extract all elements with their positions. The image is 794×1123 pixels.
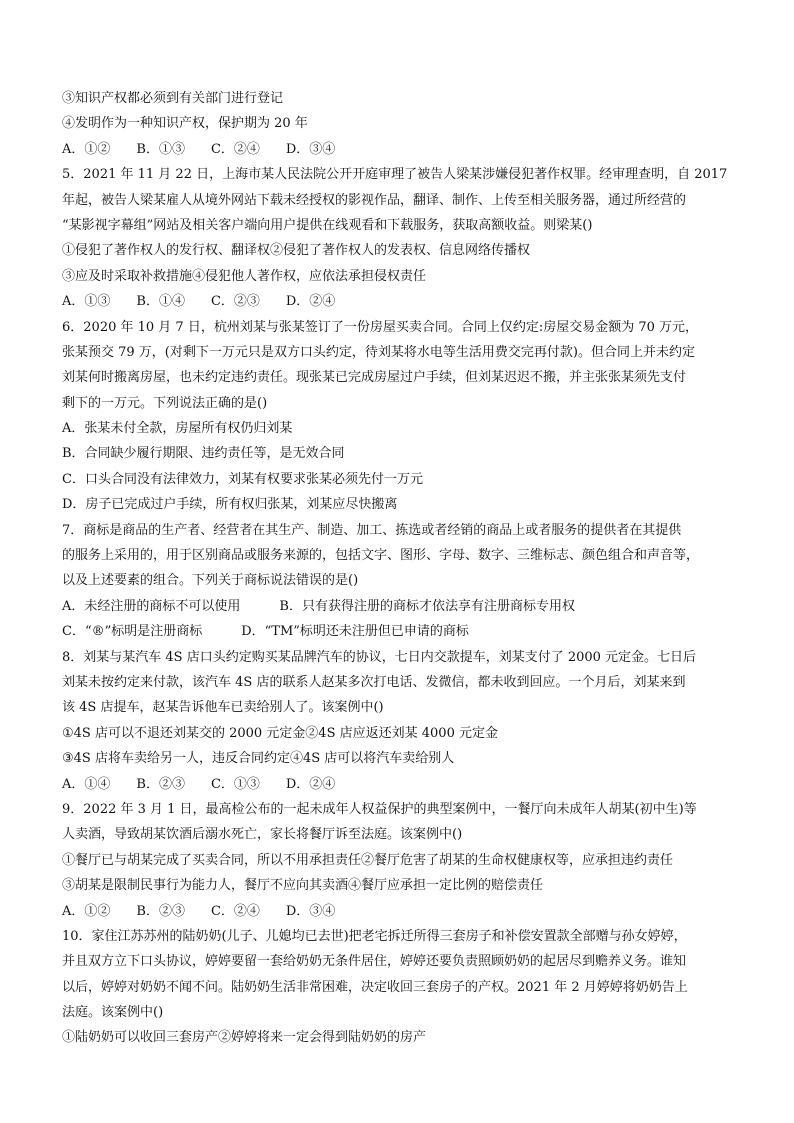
text-line: “某影视字幕组”网站及相关客户端向用户提供在线观看和下载服务，获取高额收益。则梁某() (62, 217, 593, 233)
question-5-stem: 5．2021 年 11 月 22 日，上海市某人民法院公开开庭审理了被告人梁某涉嫌侵犯著作权罪。经审理查明，自 2017 (62, 167, 728, 183)
text-line: 刘某未按约定来付款，该汽车 4S 店的联系人赵某多次打电话、发微信，都未收到回应。一个月后，刘某来到 (62, 674, 686, 690)
question-8-stem: 8．刘某与某汽车 4S 店口头约定购买某品牌汽车的协议，七日内交款提车，刘某支付了 2000 元定金。七日后 (62, 649, 697, 665)
text-line: 年起，被告人梁某雇人从境外网站下载未经授权的影视作品，翻译、制作、上传至相关服务器，通过所经营的 (62, 192, 687, 208)
page-content (62, 86, 734, 1051)
text-line: ③胡某是限制民事行为能力人，餐厅不应向其卖酒④餐厅应承担一定比例的赔偿责任 (62, 878, 544, 894)
option-d: D．房子已完成过户手续，所有权归张某，刘某应尽快搬离 (62, 497, 398, 513)
text-line: 该 4S 店提车，赵某告诉他车已卖给别人了。该案例中() (62, 700, 384, 716)
question-9-stem: 9．2022 年 3 月 1 日，最高检公布的一起未成年人权益保护的典型案例中，一餐厅向未成年人胡某(初中生)等 (62, 801, 697, 817)
text-line: 以后，婷婷对奶奶不闻不问。陆奶奶生活非常困难，决定收回三套房子的产权。2021 年 2 月婷婷将奶奶告上 (62, 979, 688, 995)
text-line: ④发明作为一种知识产权，保护期为 20 年 (62, 116, 308, 132)
option-b: B．合同缺少履行期限、违约责任等，是无效合同 (62, 446, 345, 462)
question-7-stem: 7．商标是商品的生产者、经营者在其生产、制造、加工、拣选或者经销的商品上或者服务的提供者在其提供 (62, 522, 682, 538)
text-line: ①陆奶奶可以收回三套房产②婷婷将来一定会得到陆奶奶的房产 (62, 1030, 427, 1046)
text-line: 并且双方立下口头协议，婷婷要留一套给奶奶无条件居住，婷婷还要负责照顾奶奶的起居尽到赡养义务。谁知 (62, 954, 687, 970)
text-line: ①餐厅已与胡某完成了买卖合同，所以不用承担责任②餐厅危害了胡某的生命权健康权等，应承担违约责任 (62, 852, 674, 868)
question-10-stem: 10．家住江苏苏州的陆奶奶(儿子、儿媳均已去世)把老宅拆迁所得三套房子和补偿安置款全部赠与孙女婷婷， (62, 928, 687, 944)
text-line: ③4S 店将车卖给另一人，违反合同约定④4S 店可以将汽车卖给别人 (62, 751, 455, 767)
options-cd: C．“®”标明是注册商标 D．“TM”标明还未注册但已申请的商标 (62, 624, 469, 640)
answer-options-q4: A．①② B．①③ C．②④ D．③④ (62, 141, 336, 157)
text-line: 张某预交 79 万，(对剩下一万元只是双方口头约定，待刘某将水电等生活用费交完再付款)。但合同上并未约定 (62, 344, 695, 360)
text-line: 法庭。该案例中() (62, 1005, 164, 1021)
text-line: 剩下的一万元。下列说法正确的是() (62, 395, 268, 411)
answer-options-q9: A．①② B．②③ C．②④ D．③④ (62, 903, 336, 919)
option-c: C．口头合同没有法律效力，刘某有权要求张某必须先付一万元 (62, 471, 423, 487)
text-line: 以及上述要素的组合。下列关于商标说法错误的是() (62, 573, 359, 589)
text-line: 人卖酒，导致胡某饮酒后溺水死亡，家长将餐厅诉至法庭。该案例中() (62, 827, 463, 843)
text-line: ①4S 店可以不退还刘某交的 2000 元定金②4S 店应返还刘某 4000 元定金 (62, 725, 498, 741)
options-ab: A．未经注册的商标不可以使用 B．只有获得注册的商标才依法享有注册商标专用权 (62, 598, 575, 614)
text-line: ①侵犯了著作权人的发行权、翻译权②侵犯了著作权人的发表权、信息网络传播权 (62, 243, 531, 259)
answer-options-q8: A．①④ B．②③ C．①③ D．②④ (62, 776, 336, 792)
text-line: 的服务上采用的，用于区别商品或服务来源的，包括文字、图形、字母、数字、三维标志、颜色组合和声音等， (62, 548, 700, 564)
text-line: ③知识产权都必须到有关部门进行登记 (62, 91, 284, 106)
text-line: 刘某何时搬离房屋，也未约定违约责任。现张某已完成房屋过户手续，但刘某迟迟不搬，并主张张某须先支付 (62, 370, 687, 386)
question-6-stem: 6．2020 年 10 月 7 日，杭州刘某与张某签订了一份房屋买卖合同。合同上仅约定:房屋交易金额为 70 万元， (62, 319, 699, 335)
text-line: ③应及时采取补救措施④侵犯他人著作权，应依法承担侵权责任 (62, 268, 427, 284)
answer-options-q5: A．①③ B．①④ C．②③ D．②④ (62, 294, 336, 310)
option-a: A．张某未付全款，房屋所有权仍归刘某 (62, 421, 293, 437)
